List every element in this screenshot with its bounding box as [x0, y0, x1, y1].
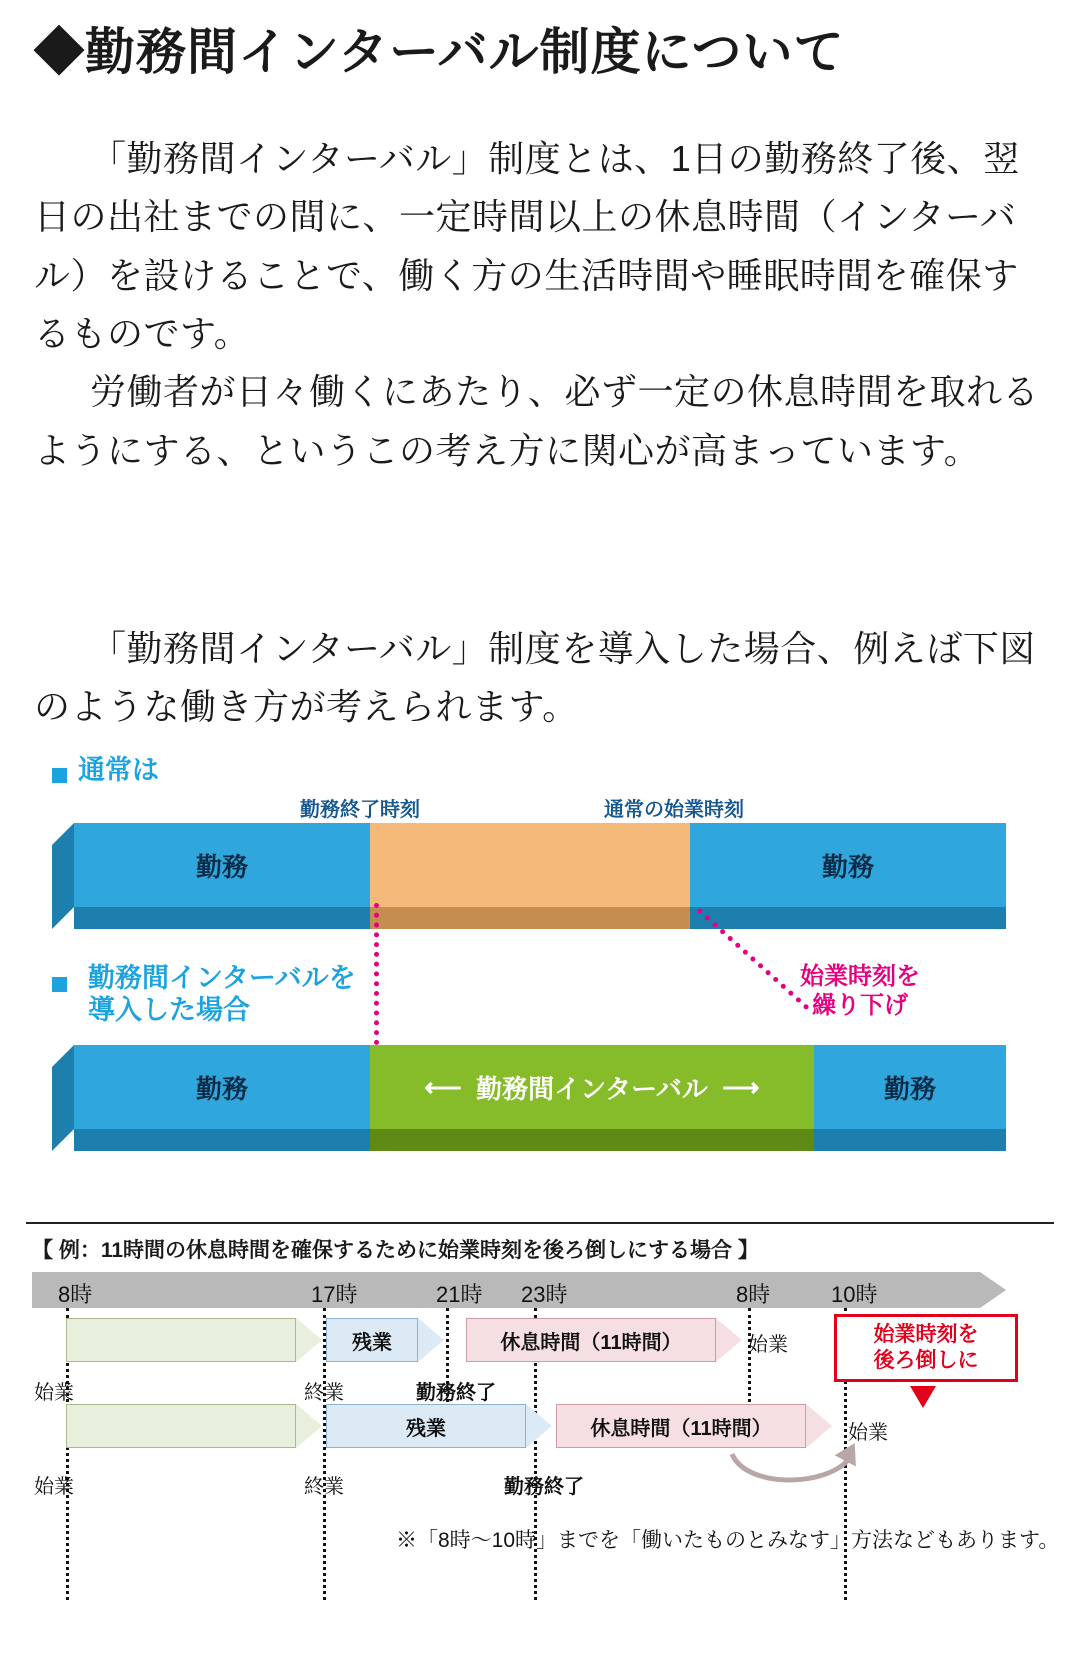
- row2-work-arrow: [66, 1404, 296, 1448]
- timeline-example-diagram: [26, 1222, 1060, 1654]
- red-callout-line2: 後ろ倒しに: [873, 1349, 979, 1372]
- row1-overtime-arrowhead: [418, 1318, 444, 1362]
- tick-label-1: 17時: [311, 1282, 358, 1307]
- pink-note-line2: 繰り下げ: [812, 991, 908, 1019]
- row2-label-line1: 勤務間インターバルを: [88, 963, 356, 993]
- timeline-axis-arrowhead: [980, 1272, 1006, 1308]
- paragraph-1: 「勤務間インターバル」制度とは、1日の勤務終了後、翌日の出社までの間に、一定時間以上の休息時間（インターバル）を設けることで、働く方の生活時間や睡眠時間を確保するものです。: [34, 138, 1020, 354]
- red-down-arrow-icon: [910, 1386, 936, 1408]
- row1-work-left: 勤務: [74, 823, 370, 907]
- tick-label-0: 8時: [58, 1282, 93, 1307]
- tick-label-3: 23時: [521, 1282, 568, 1307]
- diagram-intro-paragraph: [34, 620, 1046, 737]
- row2-bars: [0, 1045, 1080, 1157]
- red-callout-line1: 始業時刻を: [873, 1322, 979, 1346]
- tick-label-5: 10時: [831, 1282, 878, 1307]
- tick-label-4: 8時: [736, 1282, 771, 1307]
- pink-note-line1: 始業時刻を: [800, 963, 920, 990]
- caption-work-end-time: 勤務終了時刻: [300, 799, 420, 821]
- row2-overtime-arrowhead: [526, 1404, 552, 1448]
- row2-overtime-arrow: 残業: [326, 1404, 526, 1448]
- row1-start-right-label: 始業: [748, 1334, 788, 1356]
- row2-rest-arrow: 休息時間（11時間）: [556, 1404, 806, 1448]
- row1-label: 通常は: [78, 755, 159, 785]
- page-title: ◆勤務間インターバル制度について: [34, 24, 845, 80]
- row1-rest-gap: [370, 823, 690, 907]
- row2-label-line2: 導入した場合: [88, 994, 250, 1025]
- row2-work-right: 勤務: [814, 1045, 1006, 1129]
- caption-normal-start-time: 通常の始業時刻: [604, 799, 744, 821]
- row1-start-label: 始業: [34, 1382, 74, 1404]
- curved-shift-arrow-icon: [726, 1436, 876, 1496]
- row2-interval-label: 勤務間インターバル: [476, 1073, 708, 1104]
- pink-note-delay-start: [800, 963, 920, 1021]
- row1-bars: [0, 823, 1080, 933]
- footnote-text: ※「8時～10時」までを「働いたものとみなす」方法などもあります。: [396, 1529, 1060, 1552]
- red-callout-box: [834, 1314, 1018, 1382]
- intro-paragraphs: [34, 130, 1046, 480]
- row1-work-arrow: [66, 1318, 296, 1362]
- row2-start-right-label: 始業: [848, 1422, 888, 1444]
- row1-left-3d-face: [52, 823, 74, 929]
- row1-overtime-arrow: 残業: [326, 1318, 418, 1362]
- row2-work-arrowhead: [296, 1404, 322, 1448]
- row2-end-label: 終業: [304, 1476, 344, 1498]
- row1-rest-arrowhead: [716, 1318, 742, 1362]
- row2-interval-bar: ⟵ 勤務間インターバル ⟶: [370, 1045, 814, 1129]
- interval-concept-diagram: [0, 745, 1080, 1195]
- row1-end-label: 終業: [304, 1382, 344, 1404]
- paragraph-3: 「勤務間インターバル」制度を導入した場合、例えば下図のような働き方が考えられます。: [34, 628, 1036, 728]
- dotted-line-work-end: [374, 903, 379, 1045]
- row2-left-3d-face: [52, 1045, 74, 1151]
- row1-work-right-base: [690, 907, 1006, 929]
- row2-work-right-base: [814, 1129, 1006, 1151]
- row2-work-end-label: 勤務終了: [504, 1476, 584, 1498]
- row1-rest-gap-base: [370, 907, 690, 929]
- row2-interval-base: [370, 1129, 814, 1151]
- row2-work-left: 勤務: [74, 1045, 370, 1129]
- row2-work-left-base: [74, 1129, 370, 1151]
- tick-label-2: 21時: [436, 1282, 483, 1307]
- row1-work-left-base: [74, 907, 370, 929]
- row1-work-right: 勤務: [690, 823, 1006, 907]
- row2-label: [88, 963, 356, 1027]
- paragraph-2: 労働者が日々働くにあたり、必ず一定の休息時間を取れるようにする、というこの考え方に関心が高まっています。: [34, 371, 1040, 471]
- row2-start-label: 始業: [34, 1476, 74, 1498]
- row1-work-end-label: 勤務終了: [416, 1382, 496, 1404]
- row1-rest-arrow: 休息時間（11時間）: [466, 1318, 716, 1362]
- example-title: 【 例：11時間の休息時間を確保するために始業時刻を後ろ倒しにする場合 】: [32, 1239, 759, 1262]
- bullet-icon-normal: [52, 768, 67, 783]
- bullet-icon-introduced: [52, 977, 67, 992]
- row1-work-arrowhead: [296, 1318, 322, 1362]
